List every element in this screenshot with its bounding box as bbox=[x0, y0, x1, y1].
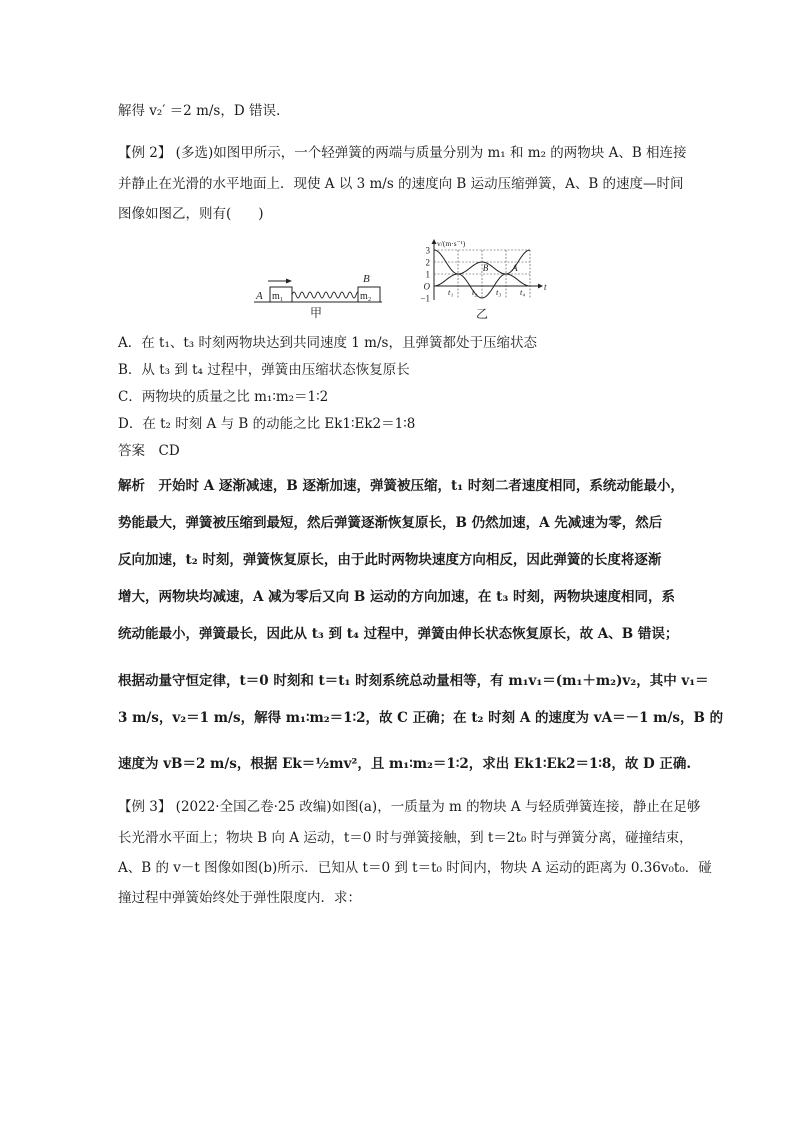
caption-jia: 甲 bbox=[310, 306, 323, 320]
line-8: 答案 CD bbox=[118, 443, 180, 459]
velocity-arrow-head bbox=[286, 279, 292, 284]
y-tick-label: O bbox=[423, 281, 430, 292]
line-3: 图像如图乙，则有( ) bbox=[118, 206, 264, 222]
x-axis-arrow bbox=[538, 284, 543, 289]
y-tick-label: 1 bbox=[425, 269, 430, 280]
line-4: A．在 t₁、t₃ 时刻两物块达到共同速度 1 m/s，且弹簧都处于压缩状态 bbox=[118, 335, 537, 351]
series-label-b: B bbox=[482, 263, 489, 273]
line-14: 根据动量守恒定律，t＝0 时刻和 t＝t₁ 时刻系统总动量相等，有 m₁v₁＝(m₁＋m₂)v₂，其中 v₁＝ bbox=[118, 673, 709, 689]
x-tick-label: t₂ bbox=[472, 287, 478, 297]
y-tick-label: −1 bbox=[420, 293, 430, 304]
figure-yi-chart bbox=[412, 238, 552, 323]
x-tick-label: t₃ bbox=[496, 287, 502, 297]
line-6: C．两物块的质量之比 m₁∶m₂＝1∶2 bbox=[118, 389, 329, 405]
line-20: 撞过程中弹簧始终处于弹性限度内．求： bbox=[118, 890, 361, 906]
label-m1: m₁ bbox=[272, 291, 284, 302]
line-1: 【例 2】 (多选)如图甲所示，一个轻弹簧的两端与质量分别为 m₁ 和 m₂ 的两物块 A、B 相连接 bbox=[118, 145, 687, 161]
line-2: 并静止在光滑的水平地面上．现使 A 以 3 m/s 的速度向 B 运动压缩弹簧，A、B 的速度—时间 bbox=[118, 176, 684, 192]
x-tick-label: t₄ bbox=[520, 287, 526, 297]
line-18: 长光滑水平面上；物块 B 向 A 运动，t＝0 时与弹簧接触，到 t＝2t₀ 时与弹簧分离，碰撞结束， bbox=[118, 830, 693, 846]
line-10: 势能最大，弹簧被压缩到最短，然后弹簧逐渐恢复原长，B 仍然加速，A 先减速为零，然后 bbox=[118, 515, 663, 531]
caption-yi: 乙 bbox=[476, 307, 489, 321]
line-5: B．从 t₃ 到 t₄ 过程中，弹簧由压缩状态恢复原长 bbox=[118, 362, 410, 378]
x-tick-label: t₁ bbox=[448, 287, 454, 297]
y-axis-arrow bbox=[432, 239, 437, 244]
line-16: 速度为 vB＝2 m/s，根据 Ek＝½mv²，且 m₁∶m₂＝1∶2，求出 Ek1∶Ek2＝1∶8，故 D 正确. bbox=[118, 756, 692, 772]
line-7: D．在 t₂ 时刻 A 与 B 的动能之比 Ek1∶Ek2＝1∶8 bbox=[118, 416, 416, 432]
line-11: 反向加速，t₂ 时刻，弹簧恢复原长，由于此时两物块速度方向相反，因此弹簧的长度将逐渐 bbox=[118, 552, 662, 568]
label-b: B bbox=[363, 273, 370, 285]
x-axis-label: t bbox=[544, 282, 547, 292]
line-19: A、B 的 v－t 图像如图(b)所示．已知从 t＝0 到 t＝t₀ 时间内，物块 A 运动的距离为 0.36v₀t₀．碰 bbox=[118, 860, 712, 876]
y-axis-label: v/(m·s⁻¹) bbox=[437, 239, 466, 248]
line-9: 解析 开始时 A 逐渐减速，B 逐渐加速，弹簧被压缩，t₁ 时刻二者速度相同，系统动能最小， bbox=[118, 478, 684, 494]
y-tick-label: 3 bbox=[425, 245, 430, 256]
series-label-a: A bbox=[512, 263, 518, 273]
y-tick-label: 2 bbox=[425, 257, 430, 268]
figure-jia bbox=[252, 240, 402, 320]
label-m2: m₂ bbox=[360, 291, 372, 302]
label-a: A bbox=[256, 290, 263, 302]
line-0: 解得 v₂′ ＝2 m/s，D 错误. bbox=[118, 103, 281, 119]
line-15: 3 m/s，v₂＝1 m/s，解得 m₁∶m₂＝1∶2，故 C 正确；在 t₂ 时刻 A 的速度为 vA＝－1 m/s，B 的 bbox=[118, 710, 724, 726]
line-12: 增大，两物块均减速，A 减为零后又向 B 运动的方向加速，在 t₃ 时刻，两物块速度相同，系 bbox=[118, 589, 676, 605]
line-13: 统动能最小，弹簧最长，因此从 t₃ 到 t₄ 过程中，弹簧由伸长状态恢复原长，故 A、B 错误； bbox=[118, 626, 679, 642]
line-17: 【例 3】 (2022·全国乙卷·25 改编)如图(a)，一质量为 m 的物块 A 与轻质弹簧连接，静止在足够 bbox=[118, 799, 701, 815]
